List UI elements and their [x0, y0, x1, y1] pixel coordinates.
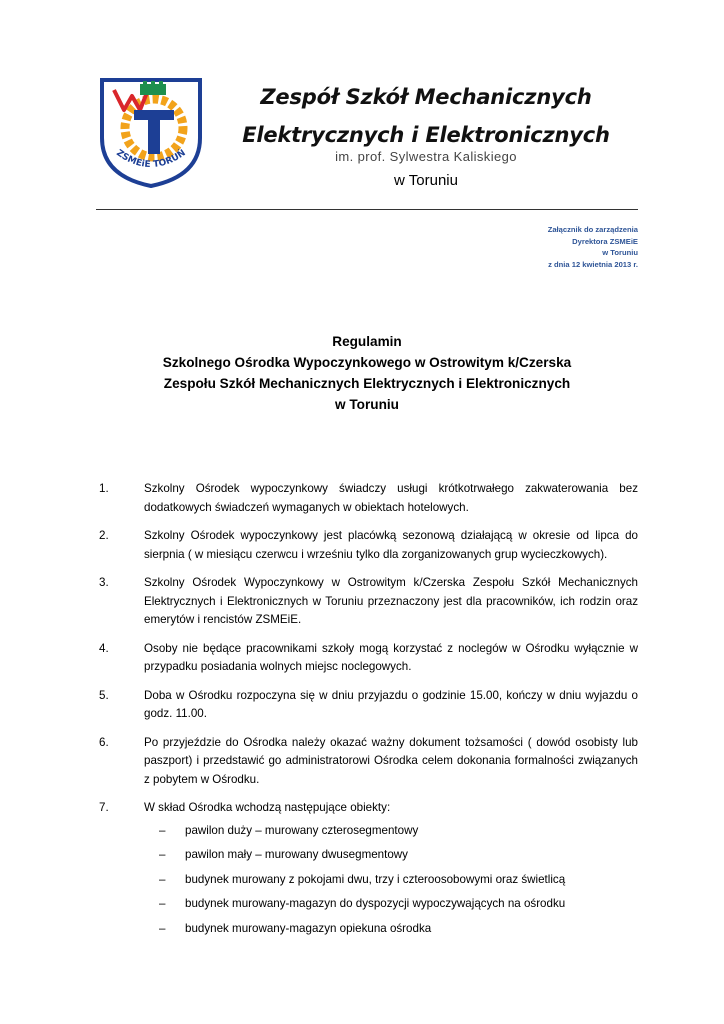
title-line: Zespołu Szkół Mechanicznych Elektrycznych i Elektronicznych — [163, 376, 571, 391]
dash-bullet: – — [159, 921, 166, 935]
item-text: Szkolny Ośrodek Wypoczynkowy w Ostrowitym k/Czerska Zespołu Szkół Mechanicznych Elektrycznych i Elektronicznych w Toruniu przeznaczony jest dla pracowników, ich rodzin oraz emerytów i rencistów ZSMEiE. — [144, 576, 638, 626]
object-item — [144, 895, 638, 914]
regulation-item — [96, 640, 638, 677]
title-line: Regulamin — [332, 334, 402, 349]
regulation-item — [96, 480, 638, 517]
regulation-item — [96, 687, 638, 724]
object-item — [144, 846, 638, 865]
item-number: 2. — [99, 529, 109, 542]
annex-line: Załącznik do zarządzenia — [547, 225, 638, 234]
item-number: 1. — [99, 482, 109, 495]
object-text: budynek murowany-magazyn do dyspozycji wypoczywających na ośrodku — [185, 897, 566, 910]
dash-bullet: – — [159, 823, 166, 837]
school-name-line2: Elektrycznych i Elektronicznych — [242, 123, 610, 147]
object-item — [144, 871, 638, 890]
annex-line: z dnia 12 kwietnia 2013 r. — [548, 259, 638, 269]
item-text: Szkolny Ośrodek wypoczynkowy świadczy usługi krótkotrwałego zakwaterowania bez dodatkowych świadczeń wymaganych w obiektach hotelowych. — [144, 482, 638, 514]
object-text: pawilon mały – murowany dwusegmentowy — [185, 848, 408, 861]
school-city: w Toruniu — [394, 172, 458, 189]
object-text: budynek murowany z pokojami dwu, trzy i czteroosobowymi oraz świetlicą — [185, 872, 566, 886]
school-name — [226, 78, 626, 154]
object-text: pawilon duży – murowany czterosegmentowy — [185, 823, 419, 837]
header-divider — [96, 209, 638, 210]
regulation-item — [96, 574, 638, 630]
annex-line: Dyrektora ZSMEiE — [572, 236, 638, 246]
item-text: Szkolny Ośrodek wypoczynkowy jest placówką sezonową działającą w okresie od lipca do sierpnia ( w miesiącu czerwcu i wrześniu tylko dla zorganizowanych grup wycieczkowych). — [144, 529, 638, 561]
title-line: Szkolnego Ośrodka Wypoczynkowego w Ostrowitym k/Czerska — [162, 355, 572, 370]
objects-list — [144, 822, 638, 939]
object-item — [144, 920, 638, 939]
dash-bullet: – — [159, 872, 166, 886]
dash-bullet: – — [159, 848, 166, 861]
school-logo — [96, 76, 206, 188]
school-patron: im. prof. Sylwestra Kaliskiego — [335, 149, 517, 164]
item-number: 5. — [99, 688, 109, 702]
item-number: 4. — [99, 641, 109, 655]
document-title — [96, 331, 638, 415]
regulation-item — [96, 734, 638, 790]
logo-text: ZSMEiE TORUŃ — [114, 148, 188, 171]
item-text: Doba w Ośrodku rozpoczyna się w dniu przyjazdu o godzinie 15.00, kończy w dniu wyjazdu o godz. 11.00. — [144, 688, 638, 720]
object-item — [144, 822, 638, 841]
item-text: W skład Ośrodka wchodzą następujące obiekty: — [144, 801, 391, 814]
item-number: 6. — [99, 735, 109, 749]
regulation-item — [96, 799, 638, 938]
item-number: 3. — [99, 576, 109, 589]
annex-note — [548, 224, 638, 270]
annex-line: w Toruniu — [602, 248, 638, 257]
item-text: Osoby nie będące pracownikami szkoły mogą korzystać z noclegów w Ośrodku wyłącznie w przypadku posiadania wolnych miejsc noclegowych. — [144, 641, 638, 673]
object-text: budynek murowany-magazyn opiekuna ośrodka — [185, 921, 432, 935]
title-line: w Toruniu — [335, 397, 399, 412]
regulation-item — [96, 527, 638, 564]
school-name-line1: Zespół Szkół Mechanicznych — [260, 85, 592, 109]
item-number: 7. — [99, 801, 109, 814]
item-text: Po przyjeździe do Ośrodka należy okazać ważny dokument tożsamości ( dowód osobisty lub paszport) i przedstawić go administratorowi Ośrodka celem dokonania formalności związanych z pobytem w Ośrodku. — [144, 735, 638, 786]
dash-bullet: – — [159, 897, 166, 910]
regulation-list — [96, 480, 638, 948]
